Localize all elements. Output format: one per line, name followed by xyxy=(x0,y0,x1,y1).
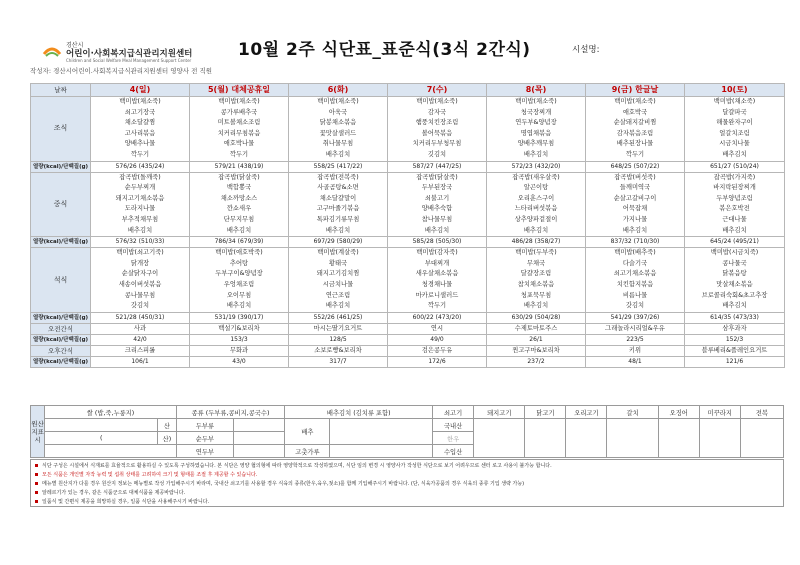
pork-label: 돼지고기 xyxy=(474,406,525,419)
domestic-label: 국내산 xyxy=(433,419,474,432)
kcal-value: 579/21 (438/19) xyxy=(190,161,289,172)
note-text: 모든 식품은 개인별 자작 능력 및 섭취 상태를 고려하여 크기 및 형태를 조절 후 제공할 수 있습니다. xyxy=(42,472,258,478)
center-logo-icon xyxy=(42,42,62,60)
meal-cell xyxy=(388,97,487,162)
kcal-value: 486/28 (358/27) xyxy=(487,237,586,248)
meal-cell xyxy=(91,97,190,162)
bean-origin-value[interactable] xyxy=(234,445,285,458)
kcal-value: 26/1 xyxy=(487,334,586,345)
logo-english: Children and Social Welfare Meal Management Support Center xyxy=(66,58,192,63)
dish-item: 볼어묵볶음 xyxy=(421,129,453,137)
dish-item: 백미밥(쇠고기죽) xyxy=(116,249,164,257)
abalone-origin-value[interactable] xyxy=(740,419,783,458)
snack-item: 연시 xyxy=(388,323,487,334)
breakfast-row xyxy=(31,97,785,162)
kcal-value: 552/26 (461/25) xyxy=(289,312,388,323)
squid-origin-value[interactable] xyxy=(658,419,699,458)
meal-cell xyxy=(190,248,289,313)
dish-item: 청국장찌개 xyxy=(520,108,552,116)
kcal-value: 317/7 xyxy=(289,356,388,367)
dish-item: 순살돼지갈비찜 xyxy=(613,119,657,127)
snack-item: 무화과 xyxy=(190,345,289,356)
kcal-value: 614/35 (473/33) xyxy=(685,312,785,323)
snack-item: 검은콩두유 xyxy=(388,345,487,356)
bean-kind-label: 종류 (두부류,콩비지,콩국수) xyxy=(176,406,285,419)
dish-item: 깃김치 xyxy=(427,150,447,158)
dish-item: 잡곡밥(새우살죽) xyxy=(512,173,560,181)
dish-item: 오리훈스구이 xyxy=(517,194,555,202)
dish-item: 취나물무침 xyxy=(322,140,354,148)
date-row xyxy=(31,84,785,97)
logo-city: 경산시 xyxy=(66,42,84,49)
dish-item: 배추김치 xyxy=(424,226,450,234)
dish-item: 해물완자구이 xyxy=(716,119,753,127)
dish-item: 백미밥(두부죽) xyxy=(515,249,557,257)
rice-origin-unit: 산 xyxy=(158,419,176,432)
dish-item: 깍두기 xyxy=(427,302,447,310)
dish-item: 고사리볶음 xyxy=(124,129,156,137)
dish-item: 양배추숙함 xyxy=(421,205,453,213)
dish-item: 백미밥(애호박죽) xyxy=(215,249,263,257)
kcal-value: 152/3 xyxy=(685,334,785,345)
kcal-value: 697/29 (580/29) xyxy=(289,237,388,248)
kcal-value: 521/28 (450/31) xyxy=(91,312,190,323)
dish-item: 오이무침 xyxy=(226,291,252,299)
snack-item: 키위 xyxy=(586,345,685,356)
dish-item: 부추적채무침 xyxy=(121,215,159,223)
dish-item: 배추김치 xyxy=(523,150,549,158)
dish-item: 두부구이&양념장 xyxy=(215,270,263,278)
dish-item: 달걀파국 xyxy=(722,108,747,116)
kimchi-label: 배추김치 (김치류 포함) xyxy=(285,406,433,419)
kcal-label: 열량(kcal)/단백질(g) xyxy=(31,356,91,367)
dish-item: 백미밥(채소죽) xyxy=(119,98,161,105)
dish-item: 닭볶음탕 xyxy=(722,270,747,278)
dish-item: 백미밥(배추죽) xyxy=(614,249,656,257)
dish-item: 알곤이탕 xyxy=(523,184,549,192)
origin-row-1 xyxy=(31,419,784,432)
origin-header-row xyxy=(31,406,784,419)
day-header: 5(월) 대체공휴일 xyxy=(190,84,289,97)
imported-label: 수입산 xyxy=(433,445,474,458)
dish-item: 콩나물무침 xyxy=(124,291,156,299)
cutlass-origin-value[interactable] xyxy=(607,419,658,458)
dish-item: 양배추깨무침 xyxy=(517,140,555,148)
dish-item: 시금치나물 xyxy=(322,280,354,288)
kcal-value: 43/0 xyxy=(190,356,289,367)
note-item xyxy=(35,462,779,471)
note-text: 식단 구성은 시설에서 식재료를 효율적으로 활용하실 수 있도록 구성하였습니다. 본 식단은 영양 협의형에 따라 영양학적으로 작성하였으며, 식단 임의 변경 시 영양사가 작성한 식단으로 보기 어려우므로 센터 로고 사용이 불가능 합니다. xyxy=(42,463,552,469)
dish-item: 애호박나물 xyxy=(223,140,255,148)
dish-item: 양배추나물 xyxy=(124,140,156,148)
meal-cell xyxy=(487,172,586,237)
loach-label: 미꾸라지 xyxy=(699,406,740,419)
dish-item: 잡곡밥(가지죽) xyxy=(713,173,756,181)
meal-cell xyxy=(685,172,785,237)
bean-type: 연두부 xyxy=(176,445,233,458)
bean-origin-value[interactable] xyxy=(234,432,285,445)
dish-item: 배추김치 xyxy=(722,226,747,234)
dish-item: 잡곡밥(닭살죽) xyxy=(218,173,260,181)
bullet-icon xyxy=(35,491,38,494)
note-text: 메뉴별 원산지가 다를 경우 원산지 정보는 메뉴별로 작성 가입해주시기 바라며, 국내산 쇠고기를 사용할 경우 식육의 종류(한우,육우,젖소)를 함께 기입해주시기 바랍니다. (단, 식육가공품의 경우 식육의 종류 기입 생략 가능) xyxy=(42,481,525,487)
dish-item: 마카로니샐러드 xyxy=(415,291,459,299)
dish-item: 채소달걀찜 xyxy=(124,119,156,127)
meal-label: 석식 xyxy=(31,248,91,313)
dish-item: 추어탕 xyxy=(229,259,249,267)
dish-item: 볶은호박전 xyxy=(719,205,750,213)
dish-item: 치커리두부청무침 xyxy=(412,140,462,148)
note-item xyxy=(35,498,779,507)
kcal-value: 587/27 (447/25) xyxy=(388,161,487,172)
dish-item: 감자국 xyxy=(427,108,447,116)
kcal-value: 153/3 xyxy=(190,334,289,345)
day-header: 9(금) 한글날 xyxy=(586,84,685,97)
dish-item: 두부양념조림 xyxy=(716,194,753,202)
dish-item: 비름나물 xyxy=(622,291,648,299)
meal-cell xyxy=(289,248,388,313)
snack-item: 소보로빵&보리차 xyxy=(289,345,388,356)
menu-table xyxy=(30,83,785,368)
kcal-value: 576/26 (435/24) xyxy=(91,161,190,172)
dish-item: 백미밥(감자죽) xyxy=(416,249,458,257)
pm-snack-kcal-row xyxy=(31,356,785,367)
pm-snack-row xyxy=(31,345,785,356)
facility-label: 시설명: xyxy=(572,45,600,55)
dish-item: 부대찌개 xyxy=(424,259,450,267)
note-text: 알레르기가 있는 경우, 같은 식품군으로 대체식품을 제공바랍니다. xyxy=(42,490,186,496)
dish-item: 브로콜리숙회&초고추장 xyxy=(701,291,768,299)
dish-item: 시금치나물 xyxy=(719,140,750,148)
note-item xyxy=(35,489,779,498)
meal-cell xyxy=(586,172,685,237)
abalone-label: 전복 xyxy=(740,406,783,419)
cabbage-origin-value[interactable] xyxy=(330,419,433,445)
meal-cell xyxy=(388,248,487,313)
dish-item: 단무지무침 xyxy=(223,215,255,223)
dish-item: 배추김치 xyxy=(325,302,351,310)
snack-item: 사과 xyxy=(91,323,190,334)
notes-box xyxy=(30,459,784,507)
cabbage-label: 배추 xyxy=(285,419,330,445)
bullet-icon xyxy=(35,473,38,476)
meal-cell xyxy=(388,172,487,237)
day-header: 6(화) xyxy=(289,84,388,97)
chicken-origin-value[interactable] xyxy=(525,419,566,458)
meal-cell xyxy=(586,97,685,162)
dish-item: 배추김치 xyxy=(325,226,351,234)
dish-item: 배추김치 xyxy=(226,226,252,234)
dish-item: 백미밥(채소죽) xyxy=(713,98,756,105)
dish-item: 배추김치 xyxy=(226,302,252,310)
rice-origin-paren: ( xyxy=(45,432,158,445)
meal-cell xyxy=(190,172,289,237)
lunch-kcal-row xyxy=(31,237,785,248)
dish-item: 배추김치 xyxy=(523,302,549,310)
dish-item: 배추김치 xyxy=(523,226,549,234)
kcal-value: 106/1 xyxy=(91,356,190,367)
pork-origin-value[interactable] xyxy=(474,419,525,458)
dish-item: 백합뽕국 xyxy=(226,184,252,192)
dish-item: 배추된장나물 xyxy=(616,140,654,148)
meal-cell xyxy=(685,97,785,162)
snack-item: 수제토마토주스 xyxy=(487,323,586,334)
dish-item: 깍두기 xyxy=(229,150,249,158)
dinner-kcal-row xyxy=(31,312,785,323)
dish-item: 참나물무침 xyxy=(421,215,453,223)
kcal-value: 600/22 (473/20) xyxy=(388,312,487,323)
center-logo xyxy=(42,40,242,64)
kcal-value: 585/28 (505/30) xyxy=(388,237,487,248)
dish-item: 갓김치 xyxy=(625,302,645,310)
kcal-label: 열량(kcal)/단백질(g) xyxy=(31,237,91,248)
dish-item: 잡곡밥(버섯죽) xyxy=(614,173,656,181)
dish-item: 백미밥(시금치죽) xyxy=(710,249,759,257)
bullet-icon xyxy=(35,482,38,485)
dinner-row xyxy=(31,248,785,313)
dish-item: 연근조림 xyxy=(325,291,351,299)
kcal-value: 42/0 xyxy=(91,334,190,345)
dish-item: 아욱국 xyxy=(328,108,348,116)
dish-item: 닭봉채소볶음 xyxy=(319,119,357,127)
origin-table xyxy=(30,405,784,458)
dish-item: 순살닭자구이 xyxy=(121,270,159,278)
meal-cell xyxy=(487,97,586,162)
kcal-value: 223/5 xyxy=(586,334,685,345)
dish-item: 백미밥(채소죽) xyxy=(218,98,260,105)
dish-item: 맛살채소볶음 xyxy=(716,280,753,288)
dish-item: 콩가루배추국 xyxy=(220,108,258,116)
dish-item: 고구마줄기볶음 xyxy=(316,205,360,213)
dish-item: 달걀장조림 xyxy=(520,270,552,278)
dish-item: 쇠불고기 xyxy=(424,194,450,202)
kcal-value: 531/19 (390/17) xyxy=(190,312,289,323)
dish-item: 들깨미역국 xyxy=(619,184,651,192)
dish-item: 참치채소볶음 xyxy=(517,280,555,288)
rice-empty xyxy=(45,445,176,458)
squid-label: 오징어 xyxy=(658,406,699,419)
dish-item: 순살고갈비구이 xyxy=(613,194,657,202)
meal-cell xyxy=(586,248,685,313)
meal-label: 중식 xyxy=(31,172,91,237)
kcal-value: 837/32 (710/30) xyxy=(586,237,685,248)
dish-item: 느타리버섯볶음 xyxy=(514,205,558,213)
day-header: 8(목) xyxy=(487,84,586,97)
bean-origin-value[interactable] xyxy=(234,419,285,432)
kcal-value: 121/6 xyxy=(685,356,785,367)
bullet-icon xyxy=(35,500,38,503)
dish-item: 백미밥(채소죽) xyxy=(416,98,458,105)
meal-cell xyxy=(487,248,586,313)
kcal-value: 128/5 xyxy=(289,334,388,345)
dish-item: 청경채나물 xyxy=(421,280,453,288)
origin-side-label: 원산지표시 xyxy=(31,406,45,458)
bullet-icon xyxy=(35,464,38,467)
kcal-value: 576/32 (510/33) xyxy=(91,237,190,248)
kcal-value: 237/2 xyxy=(487,356,586,367)
meal-label: 조식 xyxy=(31,97,91,162)
breakfast-kcal-row xyxy=(31,161,785,172)
dish-item: 돼지고기채소볶음 xyxy=(115,194,165,202)
lunch-row xyxy=(31,172,785,237)
redpepper-label: 고춧가루 xyxy=(285,445,330,458)
kcal-label: 열량(kcal)/단백질(g) xyxy=(31,161,91,172)
dish-item: 우엉채조림 xyxy=(223,280,255,288)
rice-origin-unit-2: 산) xyxy=(158,432,176,445)
dish-item: 두부된장국 xyxy=(421,184,453,192)
dish-item: 얼갈치조림 xyxy=(719,129,750,137)
dish-item: 백미밥(채소죽) xyxy=(614,98,656,105)
dish-item: 배추김치 xyxy=(127,226,153,234)
kcal-label: 열량(kcal)/단백질(g) xyxy=(31,312,91,323)
dish-item: 도라지나물 xyxy=(124,205,156,213)
dish-item: 순두부찌개 xyxy=(124,184,156,192)
kcal-value: 651/27 (510/24) xyxy=(685,161,785,172)
day-header: 7(수) xyxy=(388,84,487,97)
dish-item: 채소달걀말이 xyxy=(319,194,357,202)
dish-item: 감자볶음조림 xyxy=(616,129,654,137)
kcal-value: 648/25 (507/22) xyxy=(586,161,685,172)
dish-item: 가지나물 xyxy=(622,215,648,223)
snack-item: 백설기&보리차 xyxy=(190,323,289,334)
logo-name: 어린이·사회복지급식관리지원센터 xyxy=(66,49,193,59)
duck-origin-value[interactable] xyxy=(566,419,607,458)
bean-type: 두부류 xyxy=(176,419,233,432)
note-item xyxy=(35,471,779,480)
dish-item: 사골곰탕&소면 xyxy=(317,184,359,192)
dish-item: 청포묵무침 xyxy=(520,291,552,299)
meal-cell xyxy=(91,172,190,237)
dish-item: 근대나물 xyxy=(722,215,747,223)
redpepper-origin-value[interactable] xyxy=(330,445,433,458)
meal-cell xyxy=(289,172,388,237)
dish-item: 다슬기국 xyxy=(622,259,648,267)
kcal-value: 541/29 (397/26) xyxy=(586,312,685,323)
snack-item: 마시는딸기요거트 xyxy=(289,323,388,334)
dish-item: 잡곡밥(돌깨죽) xyxy=(119,173,161,181)
dish-item: 잡곡밥(전복죽) xyxy=(317,173,359,181)
chicken-label: 닭고기 xyxy=(525,406,566,419)
dish-item: 채소까망소스 xyxy=(220,194,258,202)
dish-item: 치킨함지볶음 xyxy=(616,280,654,288)
dish-item: 연두부&양념장 xyxy=(515,119,557,127)
dish-item: 돼지고기김치찜 xyxy=(316,270,360,278)
dish-item: 상추양파겉절이 xyxy=(514,215,558,223)
day-header: 10(토) xyxy=(685,84,785,97)
dish-item: 쇠고기채소볶음 xyxy=(613,270,657,278)
kcal-value: 558/25 (417/22) xyxy=(289,161,388,172)
dish-item: 닭개장 xyxy=(130,259,150,267)
meal-cell xyxy=(289,97,388,162)
bean-type: 순두부 xyxy=(176,432,233,445)
dish-item: 명엽채볶음 xyxy=(520,129,552,137)
day-header: 4(일) xyxy=(91,84,190,97)
dish-item: 톡파김기류무침 xyxy=(316,215,360,223)
kcal-value: 572/23 (432/20) xyxy=(487,161,586,172)
dish-item: 배추김치 xyxy=(622,226,648,234)
am-snack-row xyxy=(31,323,785,334)
am-snack-kcal-row xyxy=(31,334,785,345)
dish-item: 깍두기 xyxy=(625,150,645,158)
dish-item: 꽃맛살샐러드 xyxy=(319,129,357,137)
snack-label: 오후간식 xyxy=(31,345,91,356)
duck-label: 오리고기 xyxy=(566,406,607,419)
kcal-label: 열량(kcal)/단백질(g) xyxy=(31,334,91,345)
note-text: 일품식 및 간편식 제공을 희망하실 경우, 일품 식단을 사용해주시기 바랍니다. xyxy=(42,499,210,505)
dish-item: 무채국 xyxy=(526,259,546,267)
dish-item: 배추김치 xyxy=(722,302,747,310)
dish-item: 바지락된장찌개 xyxy=(713,184,756,192)
page-title: 10월 2주 식단표_표준식(3식 2간식) xyxy=(238,40,531,60)
page-header xyxy=(0,0,800,80)
snack-item: 찐고구마&보리차 xyxy=(487,345,586,356)
cutlass-label: 갈치 xyxy=(607,406,658,419)
date-label: 날짜 xyxy=(31,84,91,97)
author-line: 작성자: 경산시어린이.사회복지급식관리지원센터 영양사 전 직원 xyxy=(30,67,213,75)
kcal-value: 786/34 (679/39) xyxy=(190,237,289,248)
dish-item: 깍두기 xyxy=(130,150,150,158)
snack-item: 블루베리&플레인요거트 xyxy=(685,345,785,356)
rice-label: 쌀 (밥,죽,누룽지) xyxy=(45,406,176,419)
snack-item: 그래놀라시리얼&우유 xyxy=(586,323,685,334)
dish-item: 백미밥(계살죽) xyxy=(317,249,359,257)
dish-item: 배추김치 xyxy=(722,150,747,158)
dish-item: 갓김치 xyxy=(130,302,150,310)
dish-item: 콩나물국 xyxy=(722,259,747,267)
kcal-value: 630/29 (504/28) xyxy=(487,312,586,323)
meal-cell xyxy=(190,97,289,162)
dish-item: 황태국 xyxy=(328,259,348,267)
snack-item: 삼후과자 xyxy=(685,323,785,334)
dish-item: 어묵잡채 xyxy=(622,205,648,213)
dish-item: 백미밥(채소죽) xyxy=(515,98,557,105)
dish-item: 새송이버섯볶음 xyxy=(118,280,162,288)
note-item xyxy=(35,480,779,489)
snack-item: 크리스피롤 xyxy=(91,345,190,356)
loach-origin-value[interactable] xyxy=(699,419,740,458)
dish-item: 치커리무침볶음 xyxy=(217,129,261,137)
dish-item: 새우살채소볶음 xyxy=(415,270,459,278)
meal-cell xyxy=(91,248,190,313)
rice-origin-value[interactable] xyxy=(45,419,158,432)
dish-item: 깐쇼새우 xyxy=(226,205,252,213)
beef-label: 쇠고기 xyxy=(433,406,474,419)
dish-item: 배추김치 xyxy=(325,150,351,158)
dish-item: 미트볼채소조림 xyxy=(217,119,261,127)
kcal-value: 645/24 (495/21) xyxy=(685,237,785,248)
meal-cell xyxy=(685,248,785,313)
dish-item: 쇠고기장국 xyxy=(124,108,156,116)
dish-item: 백미밥(채소죽) xyxy=(317,98,359,105)
dish-item: 잡곡밥(닭살죽) xyxy=(416,173,458,181)
dish-item: 애호박국 xyxy=(622,108,648,116)
kcal-value: 48/1 xyxy=(586,356,685,367)
korean-beef-label: 한우 xyxy=(433,432,474,445)
snack-label: 오전간식 xyxy=(31,323,91,334)
kcal-value: 172/6 xyxy=(388,356,487,367)
dish-item: 햄풍치킨장조림 xyxy=(415,119,459,127)
kcal-value: 49/0 xyxy=(388,334,487,345)
